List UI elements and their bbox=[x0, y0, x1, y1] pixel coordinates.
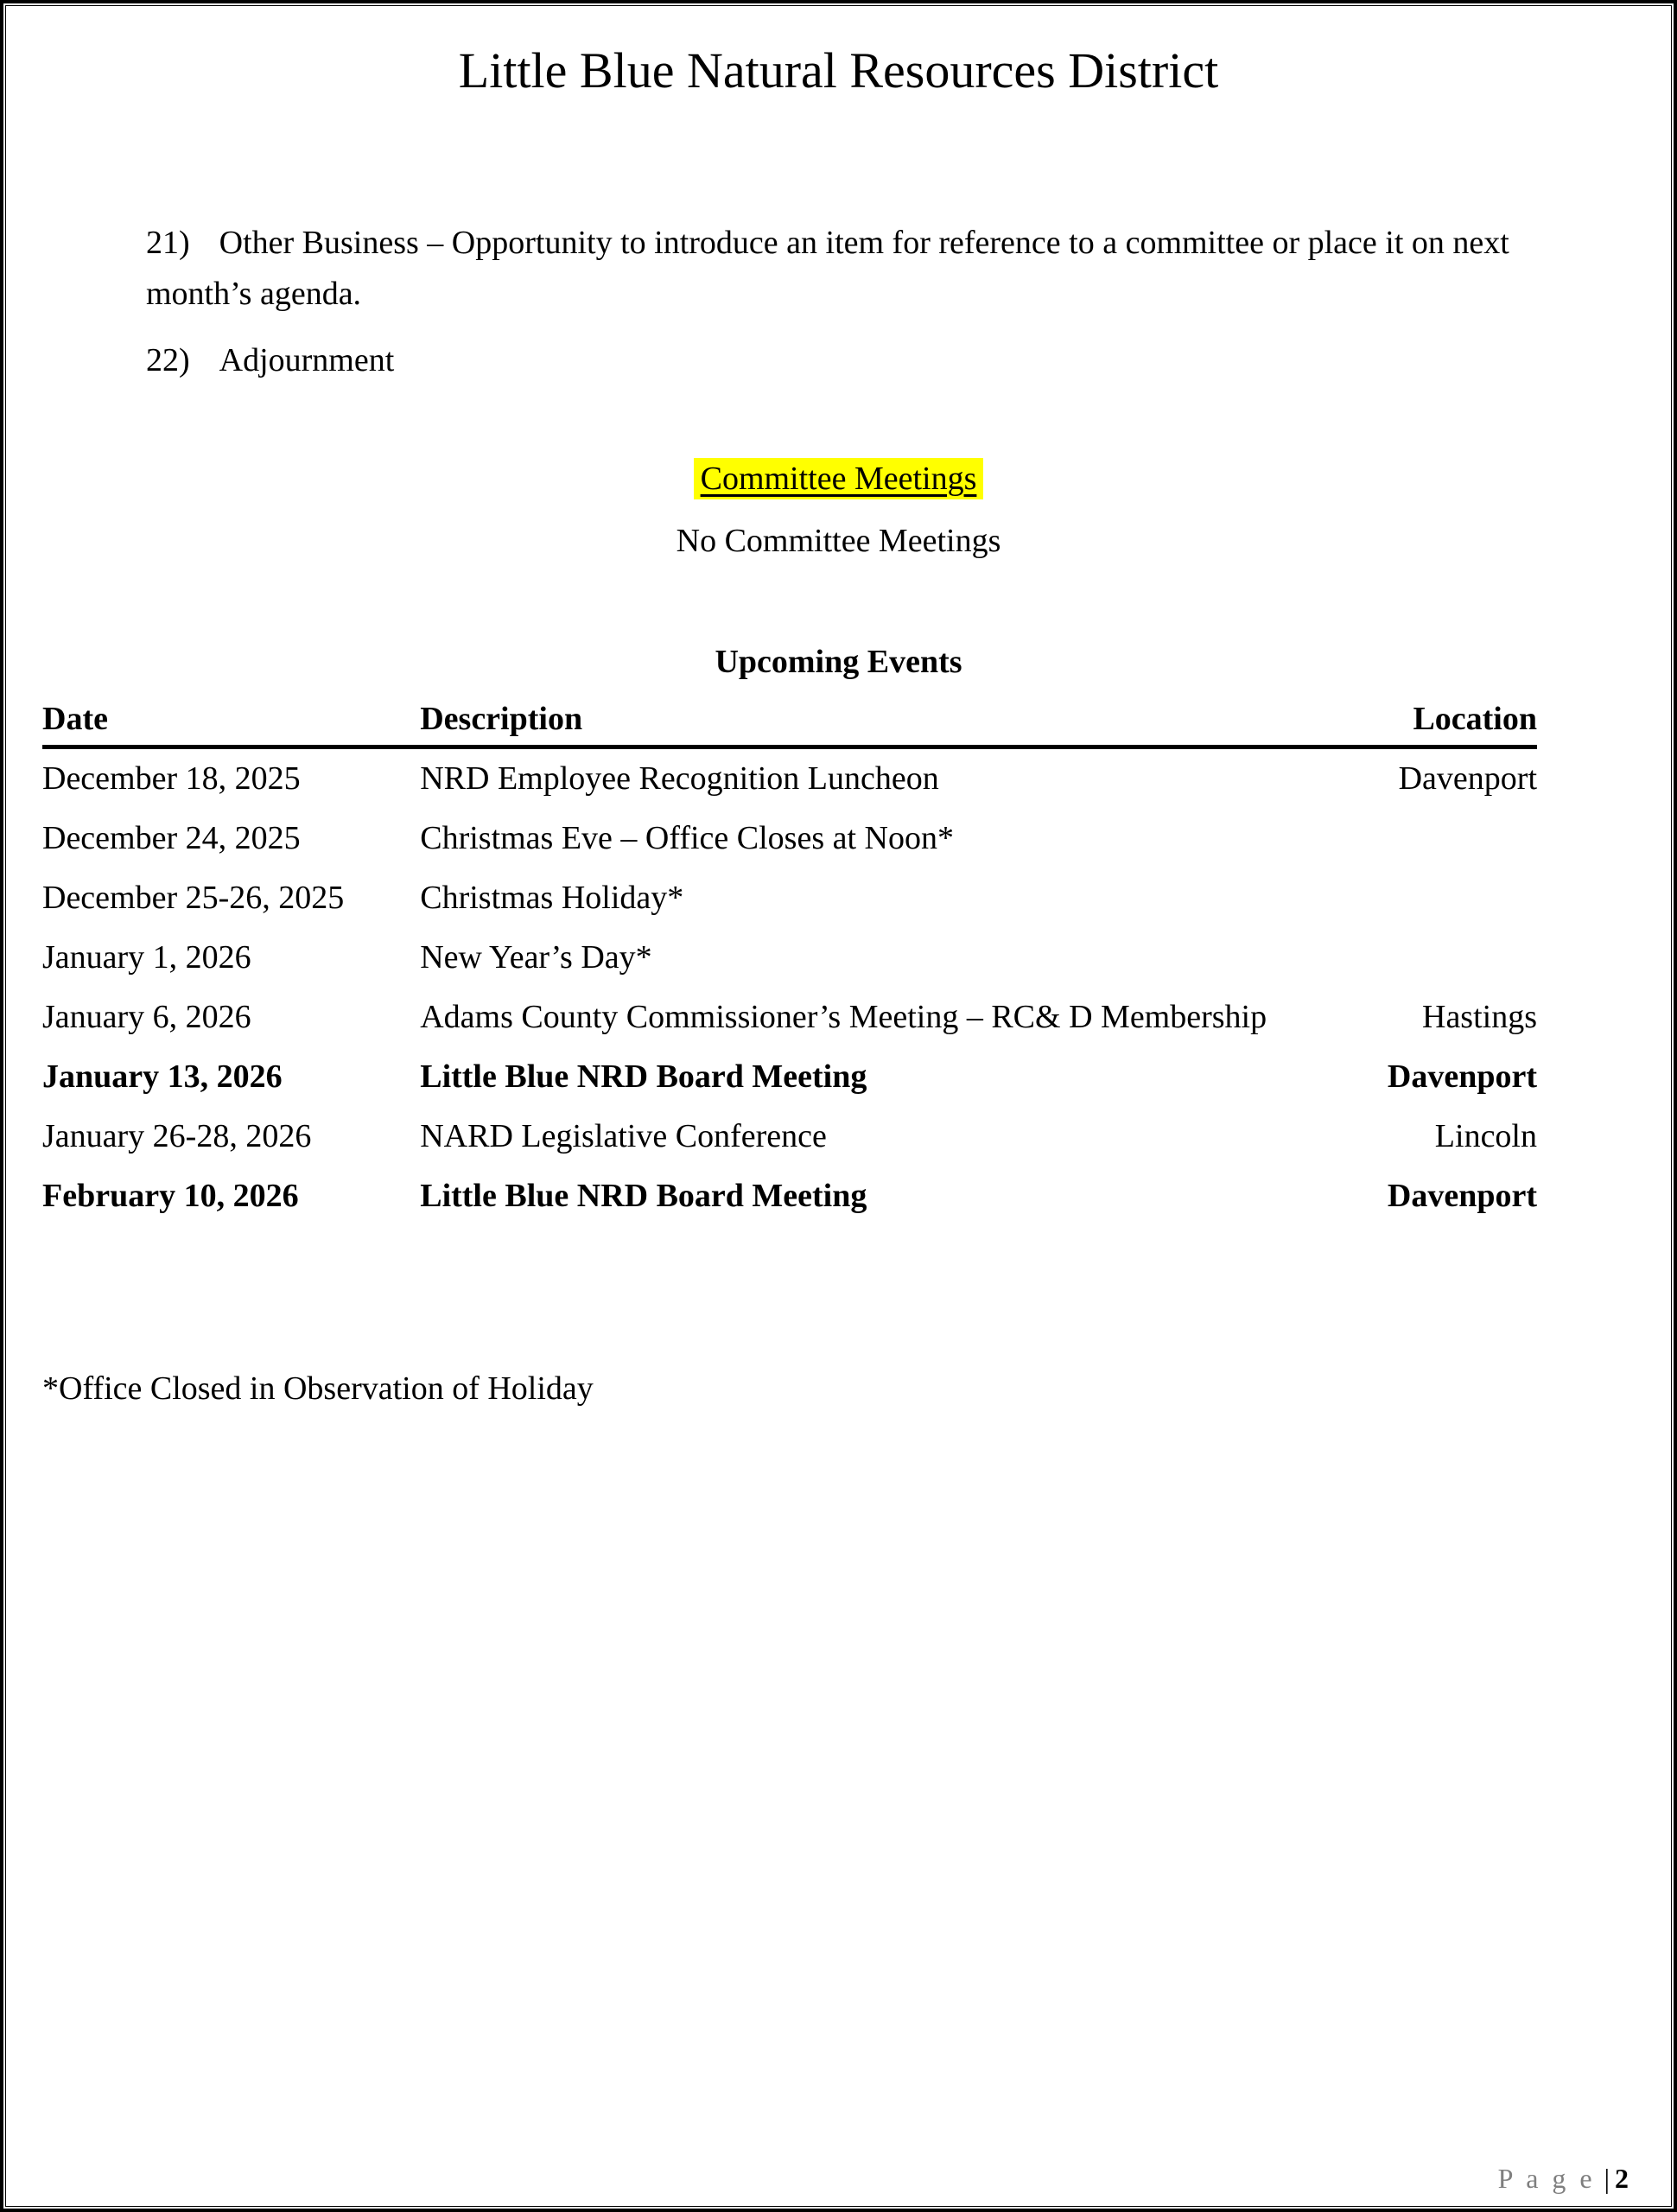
event-description: Christmas Holiday* bbox=[420, 880, 684, 917]
footer-page-number: 2 bbox=[1615, 2163, 1629, 2194]
agenda-list bbox=[146, 218, 1622, 386]
agenda-item-number: 21) bbox=[146, 224, 190, 261]
agenda-item-number: 22) bbox=[146, 341, 190, 378]
event-row bbox=[42, 1166, 1537, 1226]
event-row bbox=[42, 809, 1537, 868]
event-location bbox=[1267, 809, 1537, 868]
committee-meetings-status: No Committee Meetings bbox=[676, 523, 1001, 560]
committee-meetings-heading: Committee Meetings bbox=[694, 458, 984, 499]
column-header-description: Description bbox=[420, 700, 1267, 747]
event-location: Hastings bbox=[1422, 999, 1537, 1036]
agenda-item-21 bbox=[146, 218, 1622, 320]
event-row bbox=[42, 1047, 1537, 1107]
event-date: January 1, 2026 bbox=[42, 939, 251, 976]
event-location: Davenport bbox=[1387, 1178, 1537, 1215]
event-date: December 25-26, 2025 bbox=[42, 880, 345, 917]
event-location: Davenport bbox=[1398, 760, 1537, 798]
agenda-item-22 bbox=[146, 335, 1622, 386]
agenda-item-text: Other Business – Opportunity to introduce an item for reference to a committee or place it on next month’s agenda. bbox=[146, 224, 1509, 312]
event-description: Little Blue NRD Board Meeting bbox=[420, 1058, 867, 1096]
event-date: January 13, 2026 bbox=[42, 1058, 283, 1096]
event-description: NRD Employee Recognition Luncheon bbox=[420, 760, 939, 798]
footer-separator: | bbox=[1604, 2163, 1610, 2194]
event-row bbox=[42, 747, 1537, 810]
holiday-footnote: *Office Closed in Observation of Holiday bbox=[42, 1370, 594, 1408]
event-description: NARD Legislative Conference bbox=[420, 1118, 827, 1155]
event-description: New Year’s Day* bbox=[420, 939, 652, 976]
event-location bbox=[1267, 928, 1537, 988]
event-date: January 6, 2026 bbox=[42, 999, 251, 1036]
table-header-row bbox=[42, 700, 1537, 747]
event-date: December 24, 2025 bbox=[42, 820, 301, 857]
event-date: December 18, 2025 bbox=[42, 760, 301, 798]
footer-page-label: P a g e bbox=[1497, 2163, 1596, 2194]
event-date: February 10, 2026 bbox=[42, 1178, 299, 1215]
event-location: Davenport bbox=[1387, 1058, 1537, 1096]
upcoming-events-table bbox=[42, 700, 1537, 1226]
column-header-date: Date bbox=[42, 700, 420, 747]
event-description: Adams County Commissioner’s Meeting – RC& D Membership bbox=[420, 999, 1267, 1036]
agenda-item-text: Adjournment bbox=[219, 341, 395, 378]
event-location bbox=[1267, 868, 1537, 928]
upcoming-events-heading: Upcoming Events bbox=[715, 644, 962, 681]
event-location: Lincoln bbox=[1434, 1118, 1537, 1155]
page-title: Little Blue Natural Resources District bbox=[458, 42, 1219, 99]
event-date: January 26-28, 2026 bbox=[42, 1118, 312, 1155]
event-row bbox=[42, 868, 1537, 928]
committee-meetings-section bbox=[3, 458, 1674, 499]
page-footer bbox=[1498, 2163, 1629, 2195]
event-description: Little Blue NRD Board Meeting bbox=[420, 1178, 867, 1215]
event-row bbox=[42, 988, 1537, 1047]
event-row bbox=[42, 928, 1537, 988]
event-row bbox=[42, 1107, 1537, 1166]
event-description: Christmas Eve – Office Closes at Noon* bbox=[420, 820, 954, 857]
column-header-location: Location bbox=[1267, 700, 1537, 747]
